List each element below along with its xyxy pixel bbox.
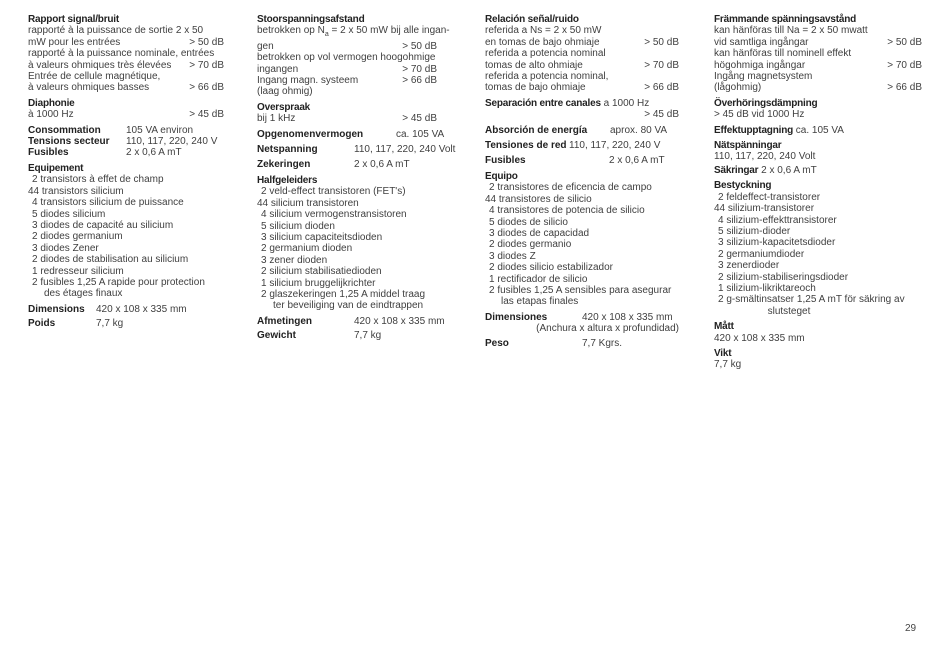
semiconductor-item: 2 veld-effect transistoren (FET's) [261,186,406,198]
snr-line: à valeurs ohmiques basses [28,82,150,94]
equipment-item: 2 fusibles 1,25 A rapide pour protection [32,276,205,288]
snr-line: högohmiga ingångar [714,59,806,71]
snr-line: (lågohmig) [714,82,762,94]
semiconductor-item: 2 glaszekeringen 1,25 A middel traag [261,288,425,300]
snr-line: betrokken op vol vermogen hoogohmige [257,52,436,64]
semiconductor-item: 2 silicium stabilisatiedioden [261,266,382,278]
snr-row [257,64,437,75]
dimensions-value: 420 x 108 x 335 mm [96,303,187,315]
equipment-item-cont: las etapas finales [501,296,579,308]
equipment-heading: Equipo [485,170,518,182]
fuse-value: 2 x 0,6 A mT [609,155,665,167]
snr-heading: Rapport signal/bruit [28,14,120,25]
voltage-value: 110, 117, 220, 240 Volt [714,151,816,163]
snr-line: tomas de bajo ohmiaje [485,82,586,94]
equipment-item: 3 diodes Z [489,250,536,262]
fuse-value: 2 x 0,6 A mT [761,164,817,176]
equipment-item: 4 silizium-effekttransistorer [718,214,837,226]
snr-row [28,60,224,71]
equipment-item: 5 diodes de silicio [489,216,568,228]
page-number: 29 [905,623,917,634]
snr-value: > 70 dB [644,59,679,71]
snr-row [485,37,679,48]
equipment-item: 2 g-smältinsatser 1,25 A mT för säkring av [718,294,905,306]
equipment-item: 1 redresseur silicium [32,265,124,277]
equipment-item: 2 diodes silicio estabilizador [489,262,613,274]
snr-row [28,37,224,48]
snr-line: Ingang magn. systeem [257,75,359,87]
semiconductor-item: 3 zener dioden [261,254,328,266]
fuse-label: Säkringar [714,164,759,176]
dimensions-note: (Anchura x altura x profundidad) [536,323,679,335]
snr-line: en tomas de bajo ohmiaje [485,36,600,48]
crosstalk-row [257,113,437,124]
snr-line: kan hänföras till Na = 2 x 50 mwatt [714,25,868,37]
snr-heading: Främmande spänningsavstånd [714,14,857,25]
equipment-item: 2 feldeffect-transistorer [718,191,821,203]
snr-value: > 50 dB [189,36,224,48]
dimensions-row [28,304,224,315]
fuse-row [257,159,471,170]
snr-line: referida a potencia nominal, [485,71,609,83]
dimensions-value: 420 x 108 x 335 mm [354,315,445,327]
crosstalk-value: > 45 dB [189,109,224,121]
separation-row [485,98,679,109]
column-swedish [714,14,922,371]
column-french [28,14,224,330]
semiconductor-item: 4 silicium vermogenstransistoren [261,209,407,221]
equipment-item-cont: des étages finaux [44,288,123,300]
dimensions-label: Dimensions [28,303,85,315]
voltage-row [28,136,224,147]
equipment-item: 1 silizium-likriktareoch [718,282,816,294]
separation-db: > 45 dB [644,109,679,121]
snr-heading: Relación señal/ruido [485,14,579,25]
snr-value: > 70 dB [189,59,224,71]
semiconductor-item-cont: ter beveiliging van de eindtrappen [273,300,424,312]
weight-value: 7,7 kg [96,318,124,330]
crosstalk-heading: Överhöringsdämpning [714,97,818,109]
snr-line: kan hänföras till nominell effekt [714,48,852,60]
snr-row [485,82,679,93]
snr-value: > 70 dB [402,63,437,75]
snr-line: referida a potencia nominal [485,48,606,60]
fuse-label: Fusibles [485,155,526,167]
fuse-value: 2 x 0,6 A mT [126,147,182,159]
equipment-item: 44 transistores de silicio [485,193,592,205]
snr-line: vid samtliga ingångar [714,36,809,48]
equipment-item: 3 diodes Zener [32,242,99,254]
dimensions-row [257,316,471,327]
snr-text: betrokken op N [257,25,325,37]
equipment-item: 2 diodes de stabilisation au silicium [32,254,189,266]
voltage-value: 110, 117, 220, 240 V [126,136,218,148]
crosstalk-line: à 1000 Hz [28,109,74,121]
snr-line: Ingång magnetsystem [714,71,813,83]
weight-label: Gewicht [257,330,296,342]
snr-line: tomas de alto ohmiaje [485,59,583,71]
snr-line: rapporté à la puissance nominale, entrées [28,48,215,60]
equipment-item: 5 silizium-dioder [718,225,791,237]
snr-value: > 70 dB [887,59,922,71]
equipment-heading: Equipement [28,162,84,174]
equipment-item: 5 diodes silicium [32,208,106,220]
snr-value: > 66 dB [887,82,922,94]
equipment-item: 3 zenerdioder [718,260,780,272]
snr-line: mW pour les entrées [28,36,121,48]
dimensions-label: Afmetingen [257,315,312,327]
semiconductor-item: 2 germanium dioden [261,243,353,255]
snr-value: > 50 dB [644,36,679,48]
semiconductor-item: 3 silicium capaciteitsdioden [261,231,383,243]
snr-value: > 50 dB [402,40,437,52]
voltage-row [485,140,679,151]
voltage-label: Netspanning [257,144,318,156]
snr-line: à valeurs ohmiques très élevées [28,59,172,71]
voltage-label: Tensions secteur [28,136,110,148]
weight-row [485,338,679,349]
snr-row [714,82,922,93]
snr-value: > 50 dB [887,36,922,48]
separation-label: Separación entre canales [485,97,601,109]
dimensions-row [485,312,679,323]
fuse-row [28,147,224,158]
snr-line: (laag ohmig) [257,86,313,98]
crosstalk-row [28,109,224,120]
fuse-row [485,155,679,166]
equipment-heading: Bestyckning [714,180,772,192]
fuse-value: 2 x 0,6 A mT [354,159,410,171]
power-row [257,129,471,140]
snr-row [257,75,437,86]
crosstalk-value: > 45 dB [402,113,437,125]
snr-line: Entrée de cellule magnétique, [28,71,161,83]
equipment-item: 4 transistors silicium de puissance [32,197,184,209]
power-row [714,125,922,136]
consumption-label: Consommation [28,124,101,136]
equipment-item: 44 silizium-transistorer [714,203,815,215]
weight-row [28,318,224,329]
equipment-item: 3 silizium-kapacitetsdioder [718,237,836,249]
equipment-item: 2 transistors à effet de champ [32,174,164,186]
equipment-item: 44 transistors silicium [28,185,124,197]
equipment-item: 2 diodes germanium [32,231,123,243]
equipment-item: 2 fusibles 1,25 A sensibles para asegurar [489,284,672,296]
weight-value: 7,7 Kgrs. [582,337,623,349]
fuse-label: Fusibles [28,147,69,159]
absorption-value: aprox. 80 VA [610,124,668,136]
semiconductors-heading: Halfgeleiders [257,174,318,186]
voltage-value: 110, 117, 220, 240 V [569,140,661,152]
equipment-item: 4 transistores de potencia de silicio [489,205,645,217]
snr-text: = 2 x 50 mW bij alle ingan- [328,25,450,37]
dimensions-value: 420 x 108 x 335 mm [714,332,805,344]
voltage-label: Tensiones de red [485,140,567,152]
snr-line: rapporté à la puissance de sortie 2 x 50 [28,25,204,37]
column-spanish [485,14,679,349]
equipment-item: 2 transistores de eficencia de campo [489,182,652,194]
crosstalk-line: > 45 dB vid 1000 Hz [714,109,805,121]
power-value: ca. 105 VA [795,124,844,136]
semiconductor-item: 1 silicium bruggelijkrichter [261,277,376,289]
power-label: Effektupptagning [714,124,794,136]
equipment-item: 2 silizium-stabiliseringsdioder [718,271,849,283]
weight-value: 7,7 kg [354,330,382,342]
power-label: Opgenomenvermogen [257,128,364,140]
snr-line: gen [257,40,274,52]
weight-value: 7,7 kg [714,359,742,371]
separation-value: a 1000 Hz [603,97,650,109]
dimensions-heading: Mått [714,321,734,333]
snr-heading: Stoorspanningsafstand [257,14,365,25]
snr-row [28,82,224,93]
weight-label: Poids [28,318,56,330]
crosstalk-heading: Diaphonie [28,97,75,109]
consumption-row [28,125,224,136]
snr-row [257,41,437,52]
weight-row [257,330,471,341]
fuse-label: Zekeringen [257,159,311,171]
semiconductor-item: 5 silicium dioden [261,220,335,232]
snr-line: referida a Ns = 2 x 50 mW [485,25,602,37]
equipment-item: 3 diodes de capacité au silicium [32,219,174,231]
crosstalk-line: bij 1 kHz [257,113,296,125]
snr-row [714,60,922,71]
snr-value: > 66 dB [189,82,224,94]
equipment-item-cont: slutsteget [767,305,811,317]
crosstalk-heading: Overspraak [257,101,311,113]
voltage-heading: Nätspänningar [714,140,782,152]
weight-heading: Vikt [714,347,732,359]
snr-value: > 66 dB [644,82,679,94]
power-value: ca. 105 VA [396,128,445,140]
column-dutch [257,14,471,342]
dimensions-value: 420 x 108 x 335 mm [582,311,673,323]
equipment-item: 1 rectificador de silicio [489,273,588,285]
absorption-label: Absorción de energía [485,124,588,136]
voltage-row [257,144,471,155]
semiconductor-item: 44 silicium transistoren [257,197,359,209]
fuse-row [714,165,922,176]
snr-value: > 66 dB [402,75,437,87]
snr-row [714,37,922,48]
snr-line [257,25,471,40]
equipment-item: 3 diodes de capacidad [489,227,590,239]
snr-subscript: a [324,31,329,39]
weight-label: Peso [485,337,509,349]
equipment-item: 2 diodes germanio [489,239,572,251]
absorption-row [485,125,679,136]
consumption-value: 105 VA environ [126,124,194,136]
voltage-value: 110, 117, 220, 240 Volt [354,144,456,156]
snr-row [485,60,679,71]
snr-line: ingangen [257,63,299,75]
equipment-item: 2 germaniumdioder [718,248,805,260]
dimensions-label: Dimensiones [485,311,548,323]
